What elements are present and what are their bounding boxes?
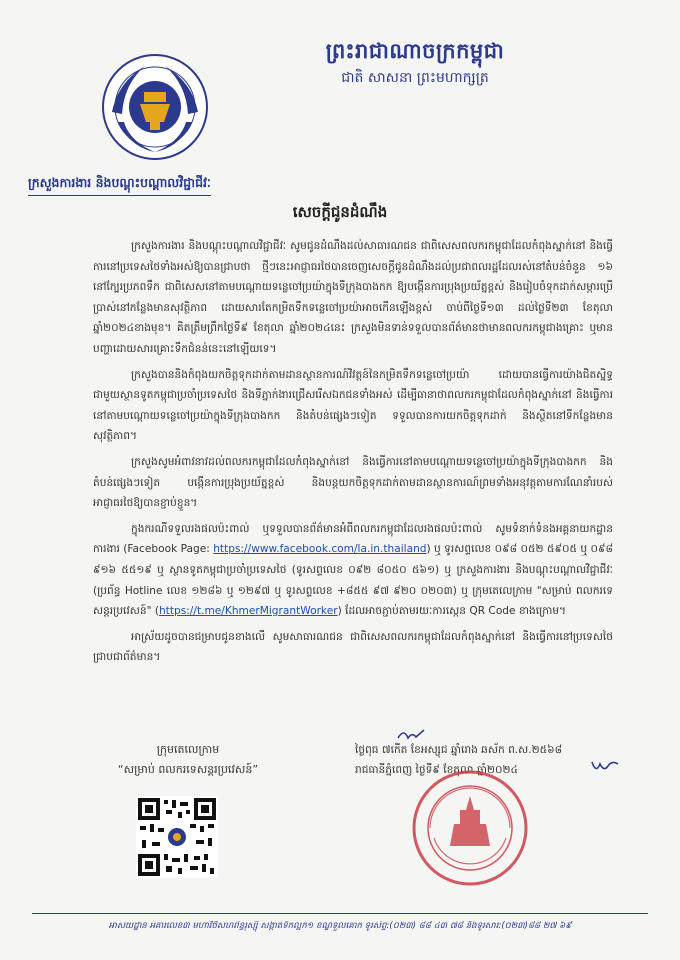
solar-date: រាជធានីភ្នំពេញ ថ្ងៃទី៩ ខែតុលា ឆ្នាំ២០២៤ bbox=[355, 764, 518, 776]
ministry-emblem-icon bbox=[100, 52, 210, 162]
footer-divider bbox=[32, 913, 648, 914]
paragraph: ក្រសួងបាននិងកំពុងយកចិត្តទុកដាក់តាមដានស្ថានការណ៍វិវត្តន៍នៃកម្រិតទឹកទន្លេចៅប្រយ៉ា ដោយបានធ្វើការយ៉ាងជិតស្និទ្ធជាមួយស្ថានទូតកម្ពុជាប្រចាំប្រទេសថៃ និងទីភ្នាក់ងារជ្រើសរើសឯកជនទាំងអស់ ដើម្បីធានាថាពលករកម្ពុជាដែលកំពុងស្នាក់នៅ និងធ្វើការនៅតាមបណ្តោយទន្លេចៅប្រយ៉ាក្នុងទីក្រុងបាងកក និងតំបន់ផ្សេងៗទៀត ទទួលបានការយកចិត្តទុកដាក់ និងស្ថិតនៅទីកន្លែងមានសុវត្ថិភាព។ bbox=[93, 368, 613, 443]
document-body bbox=[93, 236, 613, 673]
telegram-link[interactable]: https://t.me/KhmerMigrantWorker bbox=[158, 605, 338, 618]
national-motto: ជាតិ សាសនា ព្រះមហាក្សត្រ bbox=[341, 70, 489, 86]
document-title: សេចក្តីជូនដំណឹង bbox=[292, 203, 388, 221]
facebook-link[interactable]: https://www.facebook.com/la.in.thailand bbox=[213, 543, 427, 556]
paragraph: ក្រសួងសូមអំពាវនាវដល់ពលករកម្ពុជាដែលកំពុងស្នាក់នៅ និងធ្វើការនៅតាមបណ្តោយទន្លេចៅប្រយ៉ាក្នុងទីក្រុងបាងកក និងតំបន់ផ្សេងៗទៀត បង្កើនការប្រុងប្រយ័ត្នខ្ពស់ និងបន្តយកចិត្តទុកដាក់តាមដានស្ថានការណ៍ព្រមទាំងអនុវត្តតាមការណែនាំរបស់អាជ្ញាធរថៃឱ្យបានខ្ជាប់ខ្ជួន។ bbox=[93, 455, 613, 510]
paragraph-text: ក្នុងករណីទទួលរងផលប៉ះពាល់ ឬទទួលបានព័ត៌មានអំពីពលករកម្ពុជាដែលរងផលប៉ះពាល់ សូមទំនាក់ទំនងអគ្គនាយកដ្ឋានការងារ (Facebook Page: bbox=[93, 522, 613, 556]
paragraph-text: ) ឬ ទូរសព្ទលេខ ០៩៨ ០៥២ ៥៩០៥ ឬ ០៩៨ ៩១៦ ៥៥១៩ ឬ ស្ថានទូតកម្ពុជាប្រចាំប្រទេសថៃ (ទូរសព្ទលេខ ០៩២ ៨០៥០ ៥៦១) ឬ ក្រសួងការងារ និងបណ្តុះបណ្តាលវិជ្ជាជីវៈ (ប្រព័ន្ធ Hotline លេខ ១២៨៦ ឬ ១២៩៧ ឬ ទូរសព្ទលេខ +៨៥៥ ៩៧ ៩២០ ០២០៣) ឬ ក្រុមតេលេក្រាម "សម្រាប់ ពលករទេសន្តរប្រវេសន៍" ( bbox=[93, 543, 613, 618]
telegram-group-block bbox=[98, 740, 278, 780]
footer-address: អាសយដ្ឋាន អគារលេខ៣ មហាវិថីសហព័ន្ធរុស្ស៊ី សង្កាត់ទឹកល្អក់១ ខណ្ឌទួលគោក ទូរស័ព្ទ:(០២៣) ៨៨ ៤៣ ៧៨ និងទូរសារ:(០២៣)៨៨ ២៧ ៦៩ bbox=[108, 921, 572, 931]
paragraph: អាស្រ័យដូចបានជម្រាបជូនខាងលើ សូមសាធារណជន ជាពិសេសពលករកម្ពុជាដែលកំពុងស្នាក់នៅ និងធ្វើការនៅប្រទេសថៃ ជ្រាបជាព័ត៌មាន។ bbox=[93, 630, 613, 664]
telegram-group-label: ក្រុមតេលេក្រាម bbox=[156, 743, 220, 756]
ministry-name: ក្រសួងការងារ និងបណ្តុះបណ្តាលវិជ្ជាជីវៈ bbox=[28, 175, 211, 196]
paragraph bbox=[93, 519, 613, 622]
paragraph: ក្រសួងការងារ និងបណ្តុះបណ្តាលវិជ្ជាជីវៈ សូមជូនដំណឹងដល់សាធារណជន ជាពិសេសពលករកម្ពុជាដែលកំពុងស្នាក់នៅ និងធ្វើការនៅប្រទេសថៃទាំងអស់ឱ្យបានជ្រាបថា ថ្មីៗនេះអាជ្ញាធរថៃបានចេញសេចក្តីជូនដំណឹងដល់ប្រជាពលរដ្ឋដែលរស់នៅតំបន់ចំនួន ១៦ នៅក្បែរប្រភពទឹក ជាពិសេសនៅតាមបណ្តោយទន្លេចៅប្រយ៉ាក្នុងទីក្រុងបាងកក ឱ្យបង្កើនការប្រុងប្រយ័ត្នខ្ពស់ និងរៀបចំទុកដាក់សម្ភារប្រើប្រាស់នៅកន្លែងមានសុវត្ថិភាព ដោយសារតែកម្រិតទឹកទន្លេចៅប្រយ៉ាអាចកើនឡើងខ្ពស់ ចាប់ពីថ្ងៃទី១៣ ដល់ថ្ងៃទី២៣ ខែតុលា ឆ្នាំ២០២៤ខាងមុខ។ គិតត្រឹមព្រឹកថ្ងៃទី៩ ខែតុលា ឆ្នាំ២០២៤នេះ ក្រសួងមិនទាន់ទទួលបានព័ត៌មានថាមានពលករកម្ពុជាងគ្រោះ ឬមានបញ្ហាដោយសារគ្រោះទឹកជំនន់នេះនៅឡើយទេ។ bbox=[93, 240, 613, 355]
kingdom-heading: ព្រះរាជាណាចក្រកម្ពុជា bbox=[325, 38, 505, 63]
qr-code-icon[interactable] bbox=[136, 796, 218, 878]
lunar-date: ថ្ងៃពុធ ៧កើត ខែអស្សុជ ឆ្នាំរោង ឆស័ក ព.ស.២៥៦៨ bbox=[355, 744, 563, 756]
signature-icon bbox=[590, 758, 620, 774]
official-seal-icon bbox=[410, 768, 530, 888]
telegram-group-name: “សម្រាប់ ពលករទេសន្តរប្រវេសន៍” bbox=[117, 763, 259, 776]
paragraph-text: ) ដែលអាចភ្ជាប់តាមរយៈការស្កេន QR Code ខាងក្រោម។ bbox=[337, 605, 567, 618]
